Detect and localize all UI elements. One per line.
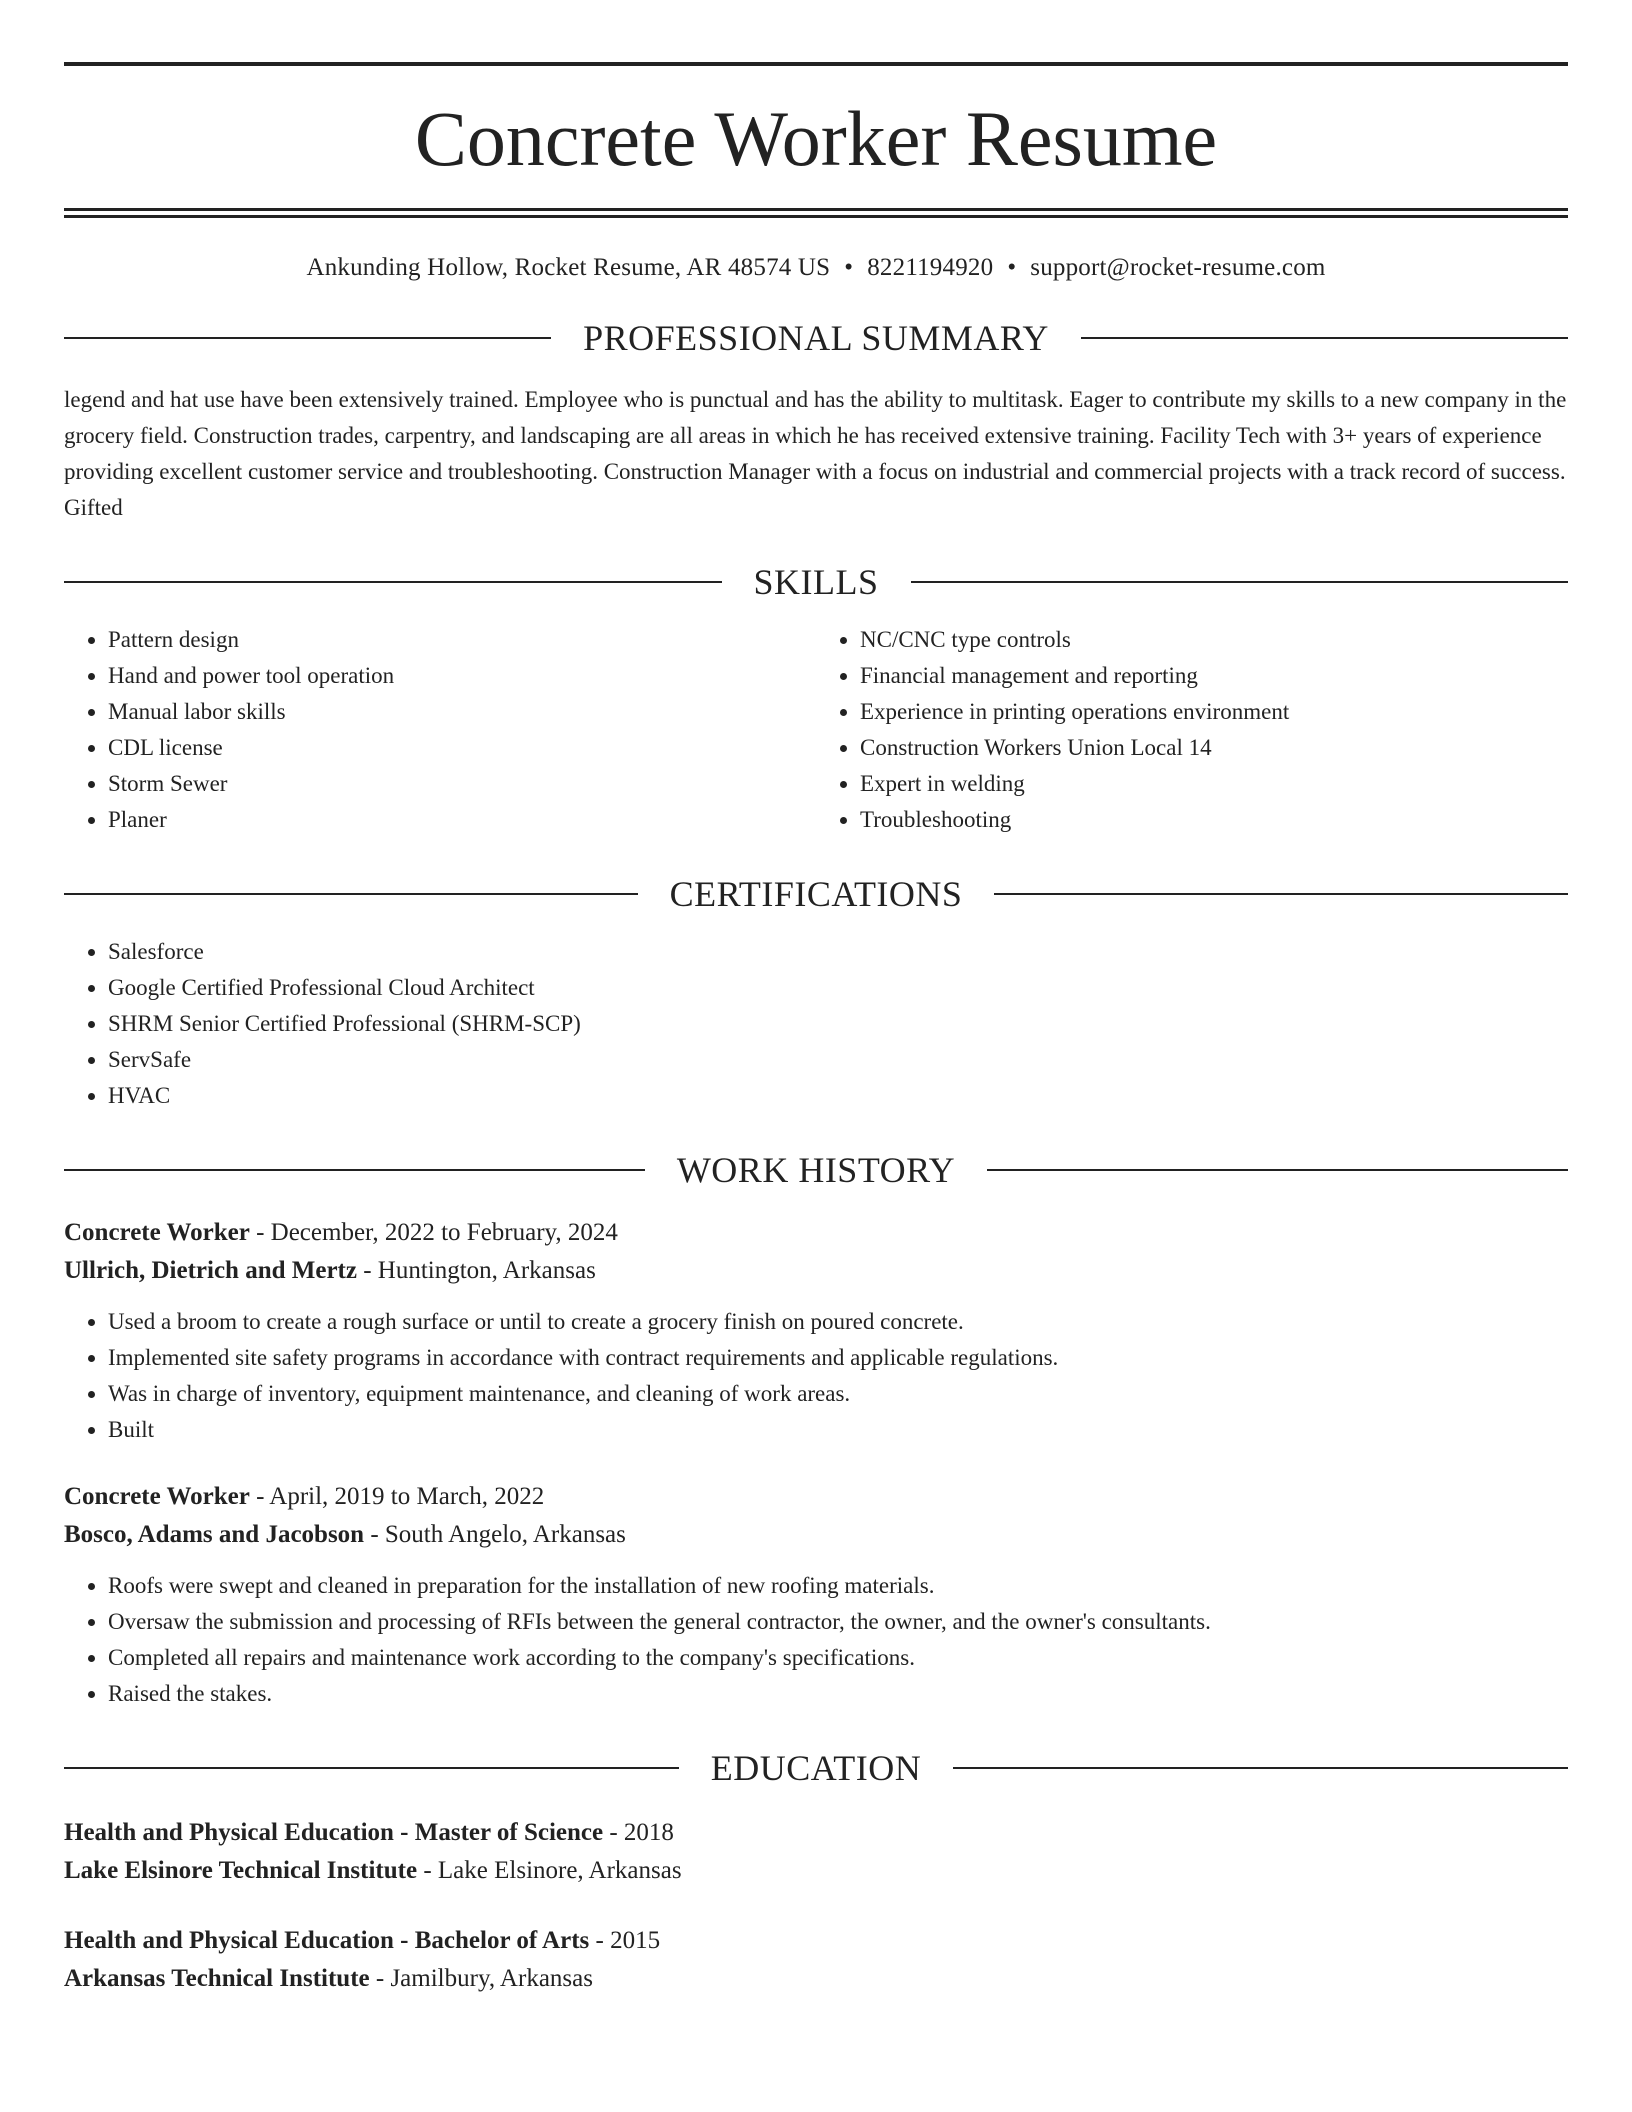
education-year: - 2015 (589, 1927, 661, 1954)
job-duty: • Completed all repairs and maintenance work according to the company's specifications. (108, 1640, 1568, 1676)
certifications-heading-label: CERTIFICATIONS (669, 874, 963, 914)
skills-heading-label: SKILLS (753, 562, 879, 602)
certifications-heading (64, 876, 1568, 912)
contact-separator: • (1007, 254, 1017, 281)
certification-item: • HVAC (108, 1078, 1568, 1114)
job-duty: • Built (108, 1412, 1568, 1448)
heading-rule-right (953, 1767, 1568, 1769)
skill-item: • Experience in printing operations environment (860, 694, 1568, 730)
top-rule (64, 62, 1568, 66)
skill-item: • Pattern design (108, 622, 816, 658)
skill-item: • NC/CNC type controls (860, 622, 1568, 658)
job-company-line (64, 1252, 1568, 1290)
resume-page (64, 0, 1568, 1998)
certification-item: • ServSafe (108, 1042, 1568, 1078)
job-entry (64, 1214, 1568, 1448)
education-heading-label: EDUCATION (710, 1748, 922, 1788)
job-company: Bosco, Adams and Jacobson (64, 1521, 365, 1548)
skill-item: • Planer (108, 802, 816, 838)
skills-column-left (64, 622, 816, 838)
heading-rule-right (987, 1169, 1568, 1171)
job-company-line (64, 1516, 1568, 1554)
job-entry (64, 1478, 1568, 1712)
job-dates: - December, 2022 to February, 2024 (249, 1219, 618, 1246)
education-year: - 2018 (603, 1819, 674, 1846)
heading-rule-left (64, 1767, 679, 1769)
skill-item: • Hand and power tool operation (108, 658, 816, 694)
job-dates: - April, 2019 to March, 2022 (249, 1483, 545, 1510)
skill-item: • Expert in welding (860, 766, 1568, 802)
heading-rule-right (911, 581, 1569, 583)
heading-rule-left (64, 893, 638, 895)
resume-title: Concrete Worker Resume (414, 95, 1218, 182)
contact-separator: • (844, 254, 854, 281)
summary-heading (64, 320, 1568, 356)
education-degree-line (64, 1814, 1568, 1852)
education-location: - Jamilbury, Arkansas (369, 1965, 593, 1992)
heading-rule-right (994, 893, 1568, 895)
summary-text: legend and hat use have been extensively trained. Employee who is punctual and has the ability to multitask. Eager to contribute my skills to a new company in the grocery field. Construction trades, carpentry, and landscaping are all areas in which he has received extensive training. Facility Tech with 3+ years of experience providing excellent customer service and troubleshooting. Construction Manager with a focus on industrial and commercial projects with a track record of success. Gifted (64, 387, 1567, 520)
job-duty: • Used a broom to create a rough surface or until to create a grocery finish on poured concrete. (108, 1304, 1568, 1340)
contact-address: Ankunding Hollow, Rocket Resume, AR 48574 US (306, 254, 831, 281)
education-heading (64, 1750, 1568, 1786)
job-company: Ullrich, Dietrich and Mertz (64, 1257, 357, 1284)
heading-rule-right (1081, 337, 1568, 339)
education-location: - Lake Elsinore, Arkansas (417, 1857, 682, 1884)
education-degree: Health and Physical Education - Master of Science (64, 1819, 604, 1846)
education-school-line (64, 1960, 1568, 1998)
job-duty: • Oversaw the submission and processing of RFIs between the general contractor, the owner, and the owner's consultants. (108, 1604, 1568, 1640)
skill-item: • Storm Sewer (108, 766, 816, 802)
job-location: - South Angelo, Arkansas (364, 1521, 626, 1548)
certification-item: • SHRM Senior Certified Professional (SHRM-SCP) (108, 1006, 1568, 1042)
contact-line (64, 254, 1568, 282)
skill-item: • Construction Workers Union Local 14 (860, 730, 1568, 766)
heading-rule-left (64, 337, 551, 339)
job-role: Concrete Worker (64, 1483, 250, 1510)
contact-phone: 8221194920 (867, 254, 994, 281)
job-duty: • Was in charge of inventory, equipment maintenance, and cleaning of work areas. (108, 1376, 1568, 1412)
skills-heading (64, 564, 1568, 600)
heading-rule-left (64, 1169, 645, 1171)
skill-item: • Manual labor skills (108, 694, 816, 730)
education-degree-line (64, 1922, 1568, 1960)
work-history-heading-label: WORK HISTORY (676, 1150, 956, 1190)
skills-grid (64, 622, 1568, 838)
title-double-rule (64, 208, 1568, 218)
education-school: Lake Elsinore Technical Institute (64, 1857, 418, 1884)
job-role: Concrete Worker (64, 1219, 250, 1246)
heading-rule-left (64, 581, 722, 583)
job-duties (64, 1568, 1568, 1712)
job-duties (64, 1304, 1568, 1448)
certification-item: • Salesforce (108, 934, 1568, 970)
skill-item: • CDL license (108, 730, 816, 766)
job-duty: • Roofs were swept and cleaned in preparation for the installation of new roofing materials. (108, 1568, 1568, 1604)
job-title-line (64, 1214, 1568, 1252)
certification-item: • Google Certified Professional Cloud Architect (108, 970, 1568, 1006)
job-duty: • Raised the stakes. (108, 1676, 1568, 1712)
education-entry (64, 1922, 1568, 1998)
work-history-heading (64, 1152, 1568, 1188)
job-duty: • Implemented site safety programs in accordance with contract requirements and applicable regulations. (108, 1340, 1568, 1376)
skill-item: • Troubleshooting (860, 802, 1568, 838)
job-location: - Huntington, Arkansas (356, 1257, 596, 1284)
education-entry (64, 1814, 1568, 1890)
education-school: Arkansas Technical Institute (64, 1965, 370, 1992)
skills-column-right (816, 622, 1568, 838)
summary-heading-label: PROFESSIONAL SUMMARY (583, 318, 1049, 358)
job-title-line (64, 1478, 1568, 1516)
education-school-line (64, 1852, 1568, 1890)
contact-email: support@rocket-resume.com (1030, 254, 1326, 281)
skill-item: • Financial management and reporting (860, 658, 1568, 694)
education-degree: Health and Physical Education - Bachelor of Arts (64, 1927, 590, 1954)
certifications-list (64, 934, 1568, 1114)
